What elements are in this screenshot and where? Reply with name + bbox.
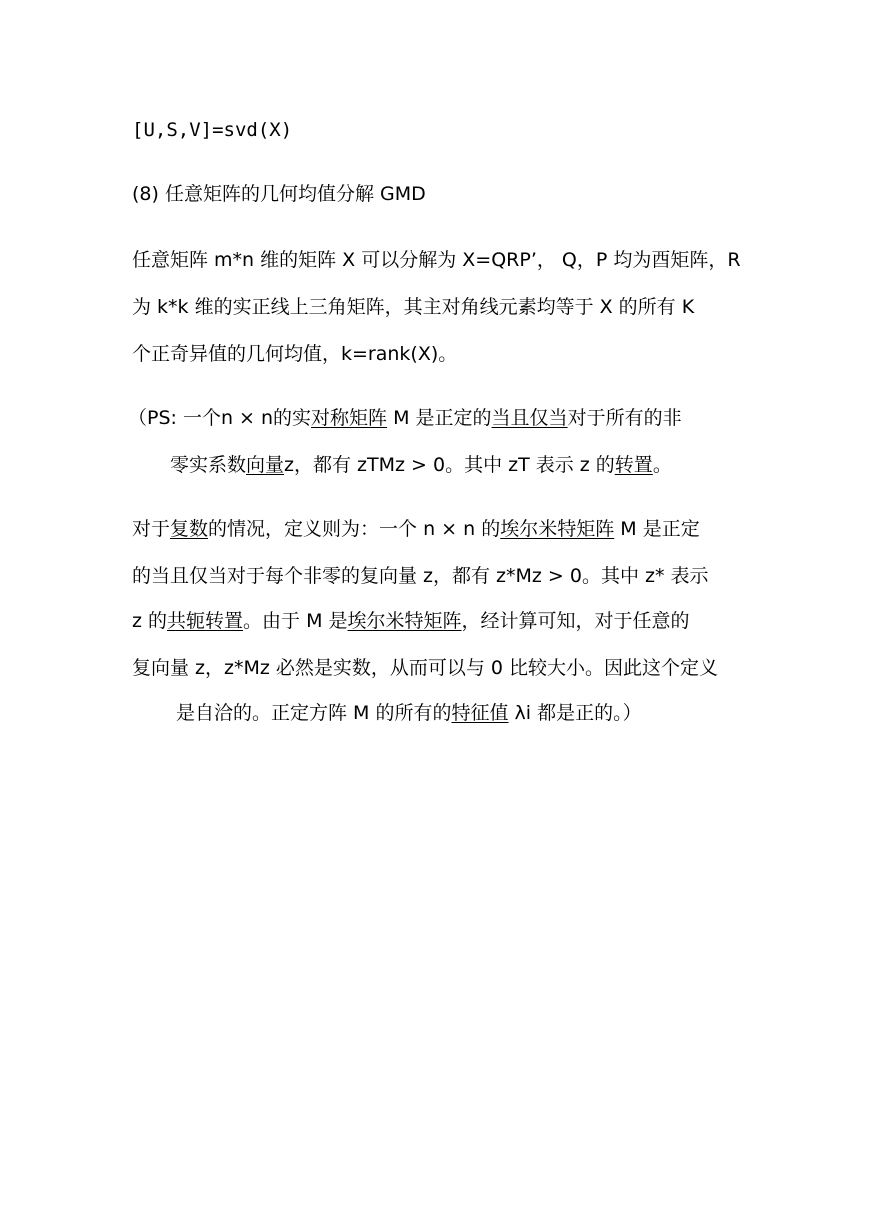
complex-line-3 — [132, 608, 690, 634]
link-hermitian-matrix[interactable]: 埃尔米特矩阵 — [347, 610, 462, 632]
ps-text: 零实系数 — [170, 454, 247, 476]
link-transpose[interactable]: 转置 — [614, 454, 653, 476]
link-symmetric-matrix[interactable]: 对称矩阵 — [311, 407, 388, 429]
ps-line-1 — [128, 405, 682, 431]
complex-text: M 是正定 — [614, 518, 700, 540]
ps-line-2 — [170, 452, 672, 478]
complex-text: 对于 — [132, 518, 171, 540]
complex-line-2: 的当且仅当对于每个非零的复向量 z，都有 z*Mz > 0。其中 z* 表示 — [132, 565, 709, 587]
complex-text: 。由于 M 是 — [243, 610, 348, 632]
ps-text: （PS: 一个n × n的实 — [128, 407, 312, 429]
gmd-paragraph-line-1: 任意矩阵 m*n 维的矩阵 X 可以分解为 X=QRP’， Q，P 均为酉矩阵，R — [132, 249, 741, 271]
complex-text: 的情况，定义则为：一个 n × n 的 — [208, 518, 501, 540]
complex-line-1 — [132, 516, 700, 542]
link-conjugate[interactable]: 共轭 — [167, 610, 206, 632]
section-heading: (8) 任意矩阵的几何均值分解 GMD — [132, 183, 426, 205]
gmd-paragraph-line-2: 为 k*k 维的实正线上三角矩阵，其主对角线元素均等于 X 的所有 K — [132, 296, 695, 318]
link-if-and-only-if[interactable]: 当且仅当 — [491, 407, 568, 429]
complex-text: 是自洽的。正定方阵 M 的所有的 — [176, 702, 452, 724]
ps-text: 对于所有的非 — [567, 407, 682, 429]
complex-text: λi 都是正的。） — [508, 702, 642, 724]
link-hermitian-matrix[interactable]: 埃尔米特矩阵 — [500, 518, 615, 540]
complex-line-5 — [176, 700, 642, 726]
complex-text: ，经计算可知，对于任意的 — [461, 610, 690, 632]
link-vector[interactable]: 向量 — [246, 454, 285, 476]
complex-line-4: 复向量 z，z*Mz 必然是实数，从而可以与 0 比较大小。因此这个定义 — [132, 657, 719, 679]
svd-code-line: [U,S,V]=svd(X) — [132, 119, 293, 141]
ps-text: z，都有 zTMz > 0。其中 zT 表示 z 的 — [284, 454, 615, 476]
gmd-paragraph-line-3: 个正奇异值的几何均值，k=rank(X)。 — [132, 343, 458, 365]
link-complex-number[interactable]: 复数 — [170, 518, 209, 540]
ps-text: 。 — [652, 454, 672, 476]
ps-text: M 是正定的 — [387, 407, 492, 429]
link-transpose[interactable]: 转置 — [205, 610, 244, 632]
complex-text: z 的 — [132, 610, 168, 632]
link-eigenvalue[interactable]: 特征值 — [451, 702, 509, 724]
